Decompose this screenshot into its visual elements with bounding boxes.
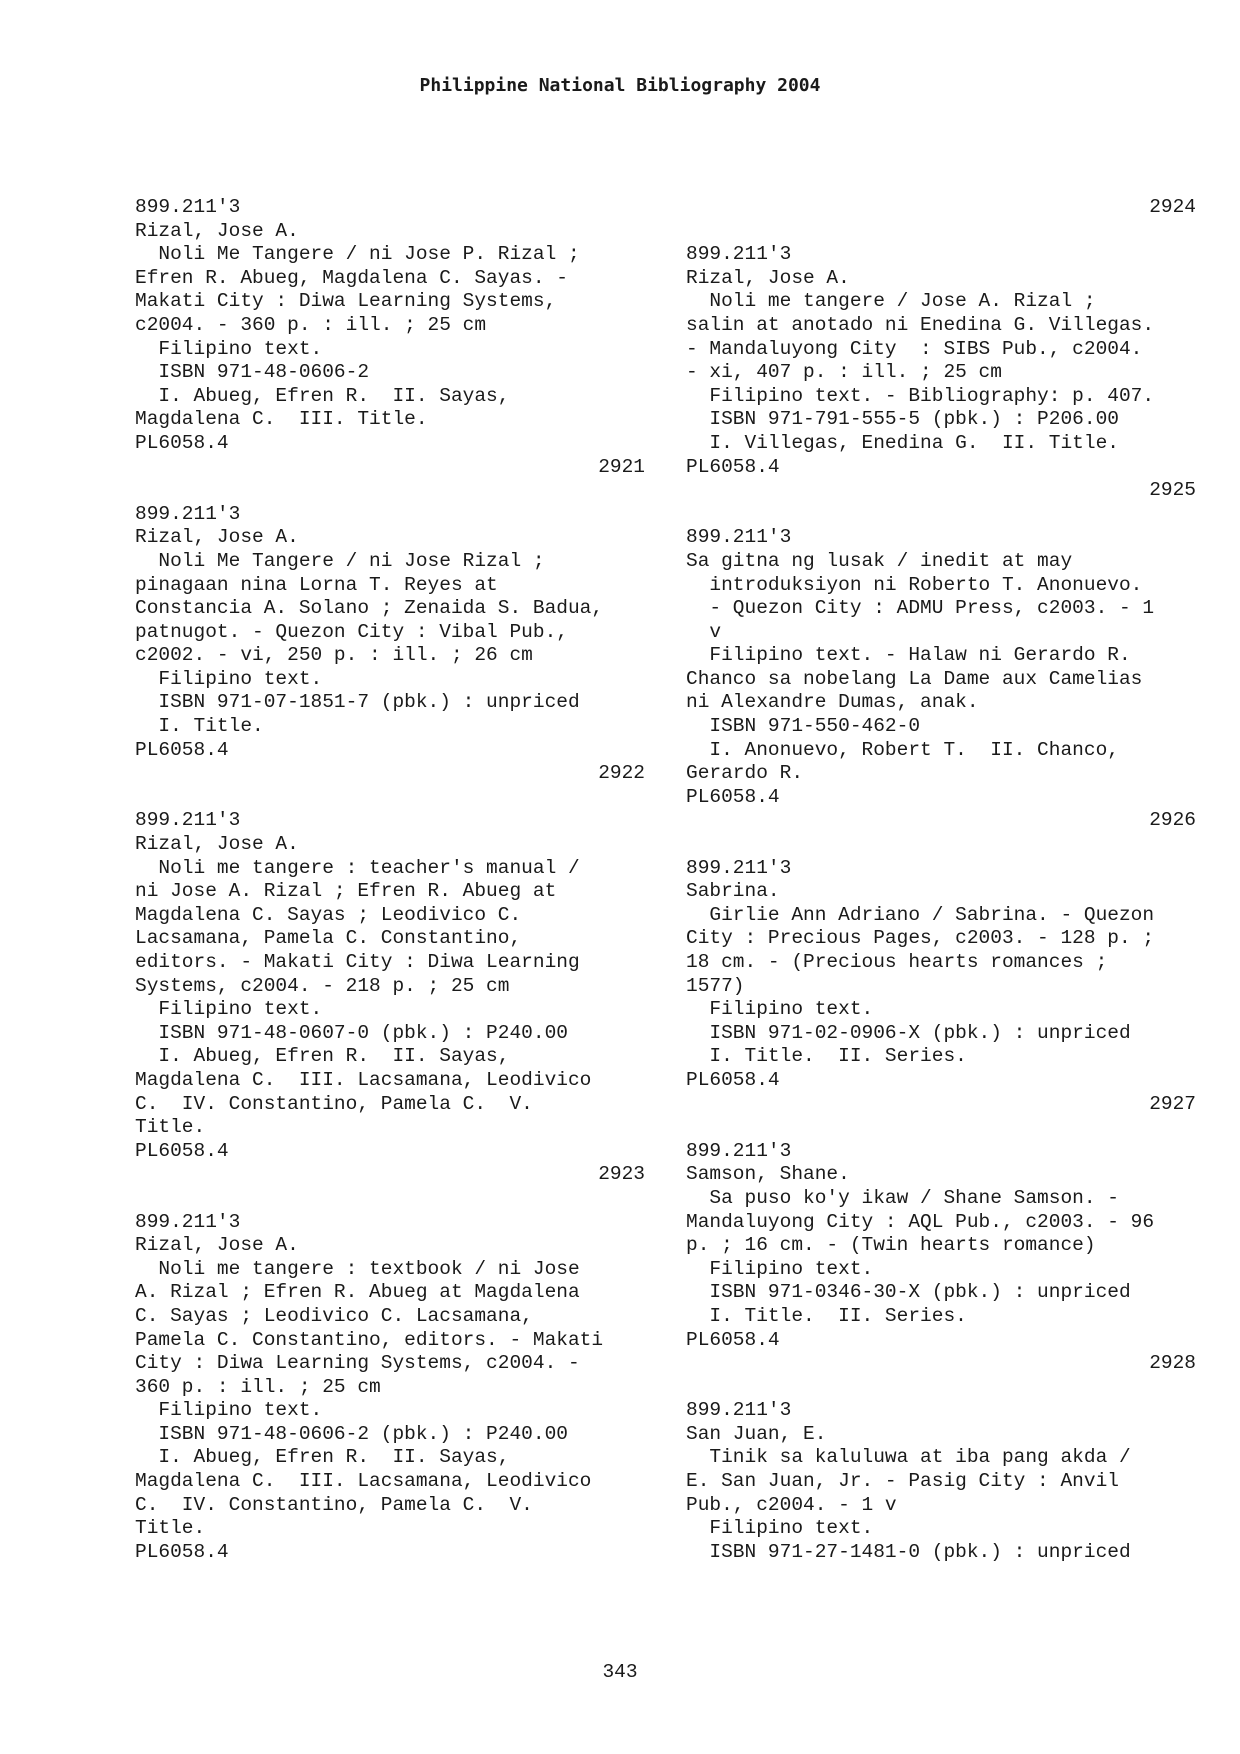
- entry-line: 899.211'3: [135, 809, 241, 832]
- entry-gap: [135, 1187, 645, 1211]
- entry-gap: [686, 1116, 1196, 1140]
- entry-line: Filipino text.: [135, 1399, 323, 1422]
- entry-number: 2923: [598, 1163, 645, 1186]
- entry-line: 360 p. : ill. ; 25 cm: [135, 1375, 381, 1398]
- entry-gap: [686, 1376, 1196, 1400]
- entry-line: E. San Juan, Jr. - Pasig City : Anvil: [686, 1470, 1119, 1493]
- entry-line: City : Diwa Learning Systems, c2004. -: [135, 1352, 580, 1375]
- entry-line: Lacsamana, Pamela C. Constantino,: [135, 927, 522, 950]
- entry-line: PL6058.4: [686, 1328, 780, 1351]
- right-column: [686, 196, 1196, 1564]
- entry-line: 899.211'3: [135, 1210, 241, 1233]
- entry-line: ISBN 971-48-0606-2: [135, 361, 370, 384]
- entry-line: ISBN 971-48-0607-0 (pbk.) : P240.00: [135, 1021, 568, 1044]
- entry-line: 899.211'3: [686, 526, 792, 549]
- entry-line: 899.211'3: [135, 502, 241, 525]
- bibliography-entry: [686, 243, 1196, 479]
- entry-gap: [686, 503, 1196, 527]
- entry-line: patnugot. - Quezon City : Vibal Pub.,: [135, 620, 568, 643]
- entry-line: Filipino text. - Bibliography: p. 407.: [686, 384, 1155, 407]
- entry-line: C. IV. Constantino, Pamela C. V.: [135, 1493, 533, 1516]
- entry-line: v: [686, 620, 722, 643]
- entry-line: - xi, 407 p. : ill. ; 25 cm: [686, 361, 1002, 384]
- entry-line: ISBN 971-27-1481-0 (pbk.) : unpriced: [686, 1540, 1131, 1563]
- entry-line: ni Alexandre Dumas, anak.: [686, 691, 979, 714]
- entry-number: 2922: [598, 762, 645, 785]
- entry-line: Rizal, Jose A.: [686, 266, 850, 289]
- entry-line: ISBN 971-07-1851-7 (pbk.) : unpriced: [135, 691, 580, 714]
- page-number: 343: [602, 1661, 638, 1683]
- entry-line: salin at anotado ni Enedina G. Villegas.: [686, 313, 1155, 336]
- entry-line: - Mandaluyong City : SIBS Pub., c2004.: [686, 337, 1143, 360]
- bibliography-entry: [135, 503, 645, 763]
- entry-line: Makati City : Diwa Learning Systems,: [135, 290, 557, 313]
- entry-line: ISBN 971-0346-30-X (pbk.) : unpriced: [686, 1281, 1131, 1304]
- entry-gap: [686, 833, 1196, 857]
- entry-number: 2928: [1149, 1352, 1196, 1375]
- entry-line: pinagaan nina Lorna T. Reyes at: [135, 573, 498, 596]
- entry-line: 899.211'3: [686, 243, 792, 266]
- entry-line: Mandaluyong City : AQL Pub., c2003. - 96: [686, 1210, 1155, 1233]
- entry-line: I. Villegas, Enedina G. II. Title.: [686, 431, 1119, 454]
- entry-line: ISBN 971-02-0906-X (pbk.) : unpriced: [686, 1021, 1131, 1044]
- entry-line: Title.: [135, 1517, 206, 1540]
- entry-line: ISBN 971-550-462-0: [686, 715, 921, 738]
- bibliography-entry: [686, 1399, 1196, 1564]
- entry-line: Gerardo R.: [686, 762, 804, 785]
- bibliography-entry: [686, 1140, 1196, 1352]
- entry-line: Constancia A. Solano ; Zenaida S. Badua,: [135, 597, 604, 620]
- entry-line: 899.211'3: [686, 1399, 792, 1422]
- entry-line: ISBN 971-48-0606-2 (pbk.) : P240.00: [135, 1422, 568, 1445]
- entry-line: A. Rizal ; Efren R. Abueg at Magdalena: [135, 1281, 580, 1304]
- entry-line: PL6058.4: [135, 1139, 229, 1162]
- entry-line: Noli me tangere : textbook / ni Jose: [135, 1257, 580, 1280]
- entry-gap: [686, 220, 1196, 244]
- entry-line: 1577): [686, 974, 745, 997]
- entry-line: Tinik sa kaluluwa at iba pang akda /: [686, 1446, 1131, 1469]
- entry-line: Rizal, Jose A.: [135, 219, 299, 242]
- entry-number: 2925: [1149, 479, 1196, 502]
- entry-line: I. Abueg, Efren R. II. Sayas,: [135, 1045, 510, 1068]
- entry-gap: [135, 786, 645, 810]
- entry-line: Magdalena C. III. Lacsamana, Leodivico: [135, 1470, 592, 1493]
- entry-line: I. Anonuevo, Robert T. II. Chanco,: [686, 738, 1119, 761]
- entry-number: 2927: [1149, 1092, 1196, 1115]
- entry-line: Rizal, Jose A.: [135, 526, 299, 549]
- entry-line: introduksiyon ni Roberto T. Anonuevo.: [686, 573, 1143, 596]
- entry-line: Rizal, Jose A.: [135, 833, 299, 856]
- entry-line: Systems, c2004. - 218 p. ; 25 cm: [135, 974, 510, 997]
- entry-line: Noli me tangere : teacher's manual /: [135, 856, 580, 879]
- entry-line: p. ; 16 cm. - (Twin hearts romance): [686, 1234, 1096, 1257]
- entry-line: I. Abueg, Efren R. II. Sayas,: [135, 1446, 510, 1469]
- entry-line: Sabrina.: [686, 880, 780, 903]
- entry-line: Girlie Ann Adriano / Sabrina. - Quezon: [686, 903, 1155, 926]
- entry-line: Magdalena C. Sayas ; Leodivico C.: [135, 903, 522, 926]
- entry-line: 899.211'3: [686, 1139, 792, 1162]
- bibliography-entry: [135, 196, 645, 456]
- entry-line: Chanco sa nobelang La Dame aux Camelias: [686, 667, 1143, 690]
- entry-line: I. Abueg, Efren R. II. Sayas,: [135, 384, 510, 407]
- entry-line: I. Title.: [135, 715, 264, 738]
- entry-line: Filipino text.: [686, 1517, 874, 1540]
- bibliography-entry: [135, 1211, 645, 1565]
- entry-line: Filipino text.: [135, 337, 323, 360]
- entry-line: Noli me tangere / Jose A. Rizal ;: [686, 290, 1096, 313]
- entry-line: ISBN 971-791-555-5 (pbk.) : P206.00: [686, 408, 1119, 431]
- entry-line: editors. - Makati City : Diwa Learning: [135, 951, 580, 973]
- entry-line: I. Title. II. Series.: [686, 1304, 967, 1327]
- entry-line: Magdalena C. III. Title.: [135, 408, 428, 431]
- entry-line: Filipino text.: [135, 667, 323, 690]
- entry-line: 18 cm. - (Precious hearts romances ;: [686, 951, 1108, 973]
- entry-line: Sa puso ko'y ikaw / Shane Samson. -: [686, 1186, 1119, 1209]
- entry-line: San Juan, E.: [686, 1422, 827, 1445]
- page-header: Philippine National Bibliography 2004: [419, 75, 821, 96]
- entry-line: Efren R. Abueg, Magdalena C. Sayas. -: [135, 266, 568, 289]
- bibliography-entry: [686, 526, 1196, 809]
- entry-line: C. Sayas ; Leodivico C. Lacsamana,: [135, 1304, 533, 1327]
- entry-line: Pub., c2004. - 1 v: [686, 1493, 897, 1516]
- entry-number: 2926: [1149, 809, 1196, 832]
- entry-line: PL6058.4: [135, 738, 229, 761]
- entry-line: Title.: [135, 1116, 206, 1139]
- entry-line: Magdalena C. III. Lacsamana, Leodivico: [135, 1068, 592, 1091]
- entry-number: 2924: [1149, 196, 1196, 218]
- entry-line: Rizal, Jose A.: [135, 1234, 299, 1257]
- entry-line: Samson, Shane.: [686, 1163, 850, 1186]
- entry-line: Filipino text.: [686, 1257, 874, 1280]
- bibliography-entry: [686, 857, 1196, 1093]
- entry-line: Filipino text.: [686, 998, 874, 1021]
- bibliography-entry: [135, 809, 645, 1163]
- entry-gap: [135, 479, 645, 503]
- entry-number: 2921: [598, 455, 645, 478]
- entry-line: Noli Me Tangere / ni Jose P. Rizal ;: [135, 243, 580, 266]
- entry-line: City : Precious Pages, c2003. - 128 p. ;: [686, 927, 1155, 950]
- entry-line: PL6058.4: [135, 1540, 229, 1563]
- entry-line: PL6058.4: [135, 431, 229, 454]
- entry-line: I. Title. II. Series.: [686, 1045, 967, 1068]
- entry-line: Sa gitna ng lusak / inedit at may: [686, 549, 1073, 572]
- entry-line: PL6058.4: [686, 455, 780, 478]
- entry-line: ni Jose A. Rizal ; Efren R. Abueg at: [135, 880, 557, 903]
- entry-line: c2004. - 360 p. : ill. ; 25 cm: [135, 313, 487, 336]
- entry-line: 899.211'3: [686, 856, 792, 879]
- entry-line: c2002. - vi, 250 p. : ill. ; 26 cm: [135, 644, 533, 667]
- entry-line: C. IV. Constantino, Pamela C. V.: [135, 1092, 533, 1115]
- entry-line: Filipino text.: [135, 998, 323, 1021]
- entry-line: 899.211'3: [135, 196, 241, 218]
- entry-line: Pamela C. Constantino, editors. - Makati: [135, 1328, 604, 1351]
- left-column: [135, 196, 645, 1564]
- entry-line: PL6058.4: [686, 785, 780, 808]
- entry-line: PL6058.4: [686, 1068, 780, 1091]
- entry-line: Noli Me Tangere / ni Jose Rizal ;: [135, 549, 545, 572]
- entry-line: Filipino text. - Halaw ni Gerardo R.: [686, 644, 1131, 667]
- entry-line: - Quezon City : ADMU Press, c2003. - 1: [686, 597, 1155, 620]
